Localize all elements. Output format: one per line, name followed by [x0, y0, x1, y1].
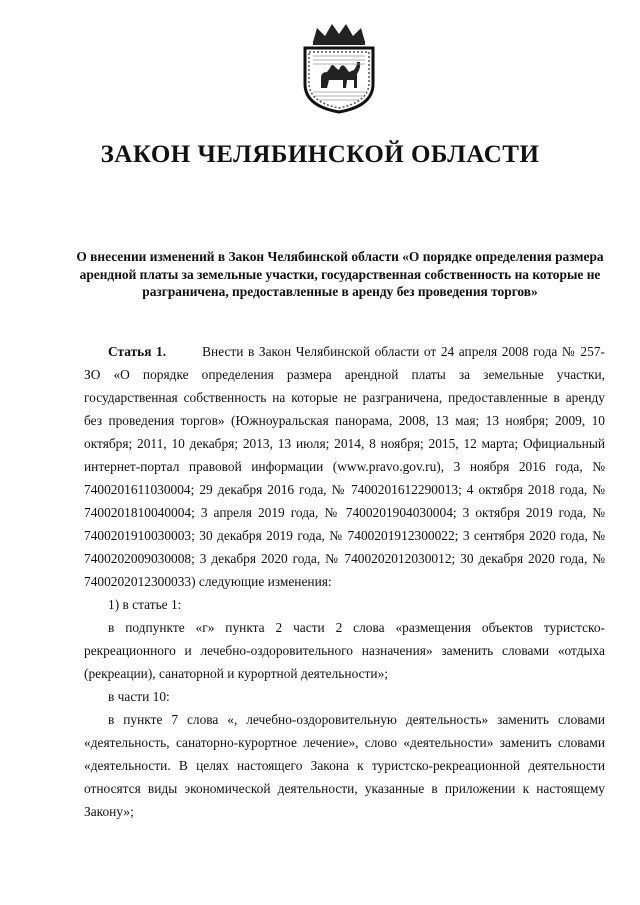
coat-of-arms-icon [299, 22, 379, 114]
paragraph-point-7: в пункте 7 слова «, лечебно-оздоровительную деятельность» заменить словами «деятельность, санаторно-курортное лечение», слово «деятельности» заменить словами «деятельности. В целях настоящего Закона к туристско-рекреационной деятельности относятся виды экономической деятельности, указанные в приложении к настоящему Закону»; [84, 712, 605, 819]
article-intro-text: Внести в Закон Челябинской области от 24 апреля 2008 года № 257-ЗО «О порядке определения размера арендной платы за земельные участки, государственная собственность на которые не разграничена, предоставленные в аренду без проведения торгов» (Южноуральская панорама, 2008, 13 мая; 13 ноября; 2009, 10 октября; 2011, 10 декабря; 2013, 13 июля; 2014, 8 ноября; 2015, 12 марта; Официальный интернет-портал правовой информации (www.pravo.gov.ru), 3 ноября 2016 года, № 7400201611030004; 29 декабря 2016 года, № 7400201612290013; 4 октября 2018 года, № 7400201810040004; 3 апреля 2019 года, № 7400201904030004; 3 октября 2019 года, № 7400201910030003; 30 декабря 2019 года, № 7400201912300022; 3 сентября 2020 года, № 7400202009030008; 3 декабря 2020 года, № 7400202012030012; 30 декабря 2020 года, № 7400202012300033) следующие изменения: [84, 344, 605, 589]
law-title: ЗАКОН ЧЕЛЯБИНСКОЙ ОБЛАСТИ [100, 141, 540, 168]
law-body [84, 340, 605, 823]
paragraph-part-10: в части 10: [108, 689, 170, 704]
article-label: Статья 1. [108, 344, 167, 359]
law-subtitle: О внесении изменений в Закон Челябинской области «О порядке определения размера арендной платы за земельные участки, государственная собственность на которые не разграничена, предоставленные в аренду без проведения торгов» [76, 249, 604, 299]
paragraph-item-1: 1) в статье 1: [108, 597, 182, 612]
paragraph-subpoint-g: в подпункте «г» пункта 2 части 2 слова «размещения объектов туристско-рекреационного и лечебно-оздоровительного назначения» заменить словами «отдыха (рекреации), санаторной и курортной деятельности»; [84, 620, 605, 681]
article-intro-paragraph [84, 340, 605, 593]
